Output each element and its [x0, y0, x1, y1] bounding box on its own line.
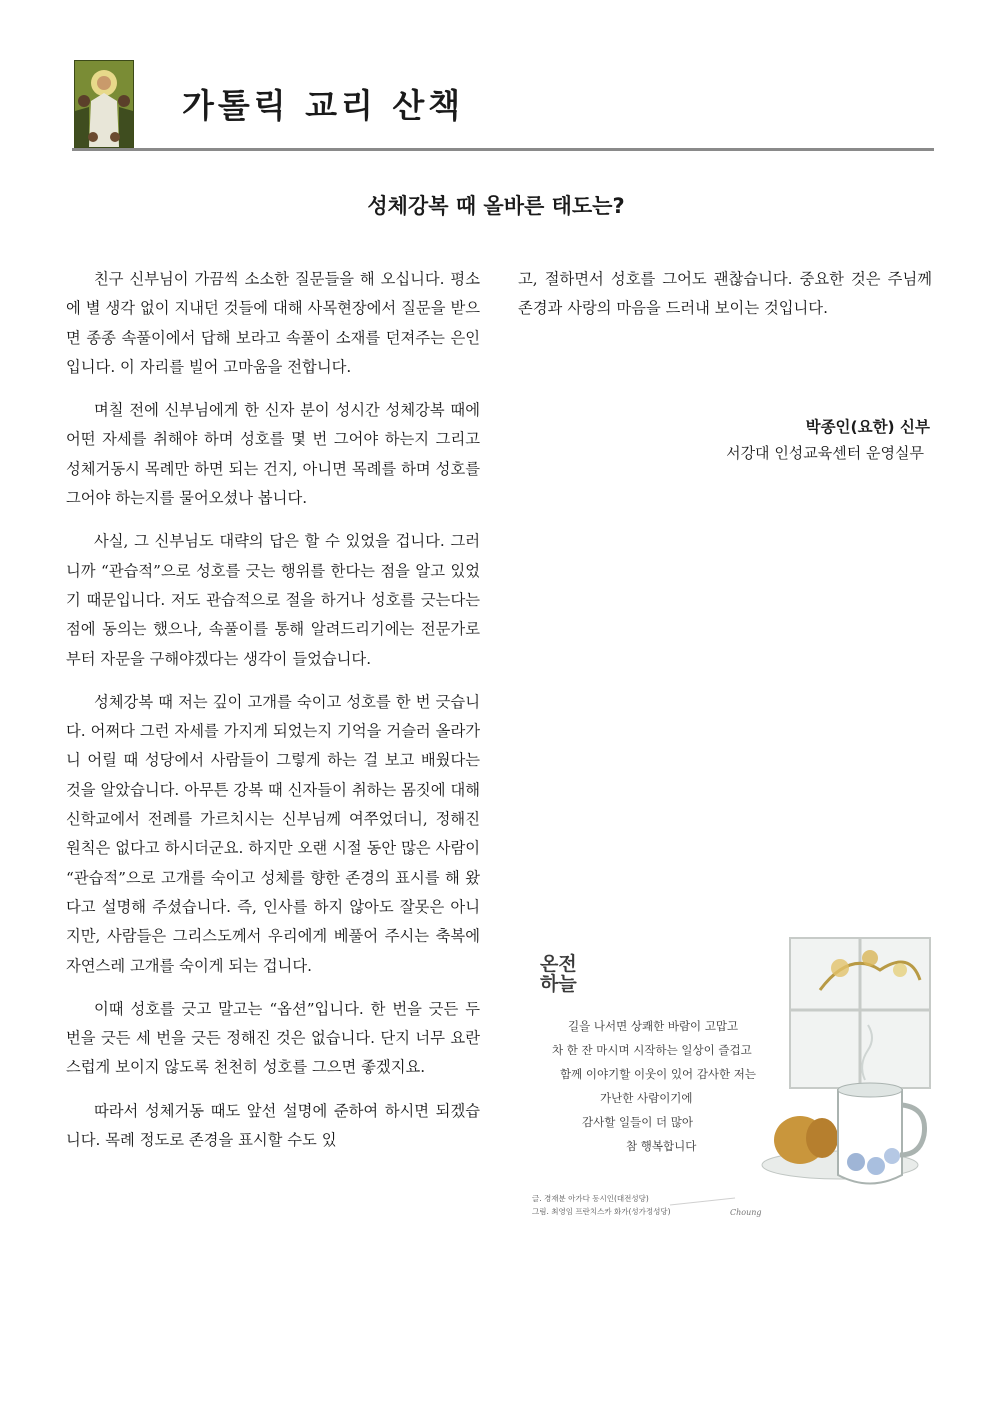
credit-art: 그림. 최영임 프란치스카 화가(성가정성당)	[532, 1207, 671, 1216]
page-header	[72, 60, 934, 152]
paragraph: 성체강복 때 저는 깊이 고개를 숙이고 성호를 한 번 긋습니다. 어쩌다 그런 자세를 가지게 되었는지 기억을 거슬러 올라가니 어릴 때 성당에서 사람들이 그렇게 하는 걸 보고 배웠다는 것을 알았습니다. 아무튼 강복 때 신자들이 취하는 몸짓에 대해 신학교에서 전례를 가르치시는 신부님께 여쭈었더니, 정해진 원칙은 없다고 하시더군요. 하지만 오랜 시절 동안 많은 사람이 “관습적”으로 고개를 숙이고 성체를 향한 존경의 표시를 해 왔다고 설명해 주셨습니다. 즉, 인사를 하지 않아도 잘못은 아니지만, 사람들은 그리스도께서 우리에게 베풀어 주시는 축복에 자연스레 고개를 숙이게 되는 겁니다.	[66, 692, 480, 975]
paragraph: 따라서 성체거동 때도 앞선 설명에 준하여 하시면 되겠습니다. 목례 정도로 존경을 표시할 수도 있	[66, 1101, 480, 1150]
left-column	[66, 265, 480, 1169]
right-column	[518, 265, 932, 338]
paragraph: 친구 신부님이 가끔씩 소소한 질문들을 해 오십니다. 평소에 별 생각 없이 지내던 것들에 대해 사목현장에서 질문을 받으면 종종 속풀이에서 답해 보라고 속풀이 소재를 던져주는 은인입니다. 이 자리를 빌어 고마움을 전합니다.	[66, 270, 480, 376]
credit-text: 글. 경재분 아가다 동시인(대전성당)	[532, 1194, 649, 1203]
brand-text: 온전 하늘	[540, 953, 577, 995]
paragraph: 며칠 전에 신부님에게 한 신자 분이 성시간 성체강복 때에 어떤 자세를 취해야 하며 성호를 몇 번 그어야 하는지 그리고 성체거동시 목례만 하면 되는 건지, 아니면 목례를 하며 성호를 그어야 하는지를 물어오셨나 봅니다.	[66, 401, 480, 508]
christ-icon	[74, 60, 134, 148]
paragraph: 고, 절하면서 성호를 그어도 괜찮습니다. 중요한 것은 주님께 존경과 사랑의 마음을 드러내 보이는 것입니다.	[518, 270, 932, 318]
author-name: 박종인(요한) 신부	[805, 418, 930, 436]
poem-line: 함께 이야기할 이웃이 있어 감사한 저는	[560, 1067, 757, 1081]
author-block	[726, 414, 930, 466]
paragraph: 사실, 그 신부님도 대략의 답은 할 수 있었을 겁니다. 그러니까 “관습적”으로 성호를 긋는 행위를 한다는 점을 알고 있었기 때문입니다. 저도 관습적으로 절을 하거나 성호를 긋는다는 점에 동의는 했으나, 속풀이를 통해 알려드리기에는 전문가로부터 자문을 구해야겠다는 생각이 들었습니다.	[66, 532, 480, 668]
article-title: 성체강복 때 올바른 태도는?	[367, 194, 625, 218]
poem-line: 참 행복합니다	[626, 1139, 697, 1153]
header-divider	[72, 148, 934, 151]
author-role: 서강대 인성교육센터 운영실무	[726, 444, 924, 462]
poem-line: 길을 나서면 상쾌한 바람이 고맙고	[568, 1019, 739, 1033]
illustration	[520, 930, 935, 1225]
poem-line: 가난한 사람이기에	[600, 1091, 693, 1105]
page-title: 가톨릭 교리 산책	[182, 86, 465, 125]
poem-line: 감사할 일들이 더 많아	[582, 1115, 693, 1129]
paragraph: 이때 성호를 긋고 말고는 “옵션”입니다. 한 번을 긋든 두 번을 긋든 세 번을 긋든 정해진 것은 없습니다. 단지 너무 요란스럽게 보이지 않도록 천천히 성호를 그으면 좋겠지요.	[66, 999, 480, 1077]
artist-signature: Choung	[730, 1208, 762, 1217]
brand-logo	[528, 944, 586, 995]
poem-line: 차 한 잔 마시며 시작하는 일상이 즐겁고	[552, 1043, 752, 1057]
